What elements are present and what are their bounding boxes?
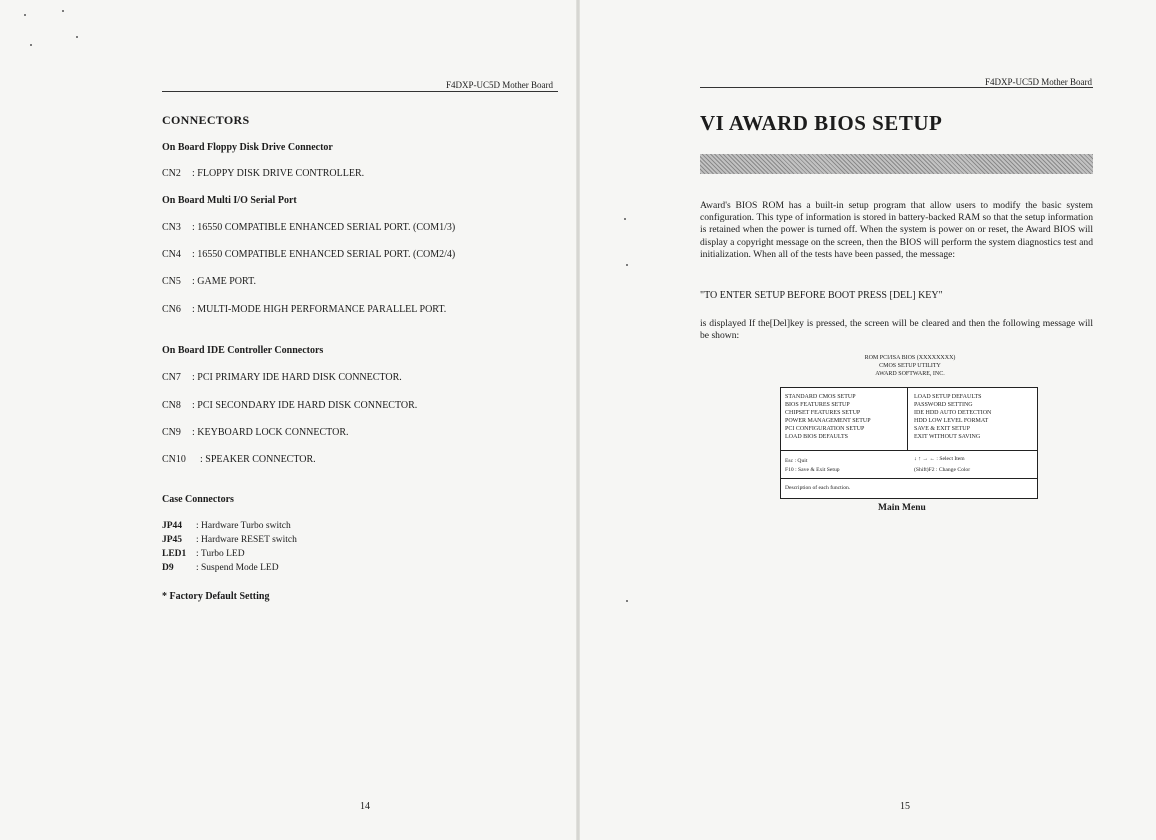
- bios-menu-item: BIOS FEATURES SETUP: [785, 402, 850, 408]
- scan-speck: [30, 44, 32, 46]
- case-jp45: JP45 : Hardware RESET switch: [162, 535, 297, 545]
- connector-desc: FLOPPY DISK DRIVE CONTROLLER.: [197, 168, 365, 179]
- footnote: * Factory Default Setting: [162, 591, 270, 602]
- connector-desc: KEYBOARD LOCK CONNECTOR.: [197, 427, 349, 438]
- case-label: LED1: [162, 549, 187, 559]
- connector-label: CN2: [162, 168, 181, 179]
- case-desc: Hardware Turbo switch: [201, 521, 291, 531]
- section-title: CONNECTORS: [162, 113, 250, 127]
- connector-label: CN7: [162, 372, 181, 383]
- follow-paragraph: is displayed If the[Del]key is pressed, the screen will be cleared and then the following message will be shown:: [700, 318, 1093, 342]
- bios-menu-item: POWER MANAGEMENT SETUP: [785, 418, 871, 424]
- scan-speck: [626, 600, 628, 602]
- case-label: D9: [162, 563, 174, 573]
- case-d9: D9 : Suspend Mode LED: [162, 563, 279, 573]
- connector-label: CN3: [162, 222, 181, 233]
- title-hatch-bar: [700, 154, 1093, 174]
- bios-menu-item: STANDARD CMOS SETUP: [785, 394, 856, 400]
- scan-speck: [626, 264, 628, 266]
- connector-label: CN4: [162, 249, 181, 260]
- connector-cn3: CN3 : 16550 COMPATIBLE ENHANCED SERIAL PORT. (COM1/3): [162, 222, 456, 233]
- case-heading: Case Connectors: [162, 494, 234, 505]
- boot-message: "TO ENTER SETUP BEFORE BOOT PRESS [DEL] KEY": [700, 290, 943, 301]
- bios-key-save: F10 : Save & Exit Setup: [785, 467, 840, 473]
- scan-speck: [76, 36, 78, 38]
- bios-rule-2: [781, 478, 1037, 479]
- left-header-rule: [162, 91, 558, 92]
- intro-paragraph: Award's BIOS ROM has a built-in setup program that allow users to modify the basic system configuration. This type of information is stored in battery-backed RAM so that the setup information is retained when the power is turned off. When the system is power on or reset, the Award BIOS will display a copyright message on the screen, then the BIOS will perform the system diagnostics test and initialization. When all of the tests have been passed, the message:: [700, 200, 1093, 260]
- bios-menu-item: IDE HDD AUTO DETECTION: [914, 410, 992, 416]
- connector-desc: SPEAKER CONNECTOR.: [205, 454, 316, 465]
- connector-desc: 16550 COMPATIBLE ENHANCED SERIAL PORT. (COM2/4): [197, 249, 456, 260]
- serial-heading: On Board Multi I/O Serial Port: [162, 195, 297, 206]
- bios-menu-item: LOAD BIOS DEFAULTS: [785, 434, 849, 440]
- chapter-title: VI AWARD BIOS SETUP: [700, 111, 943, 135]
- right-header-rule: [700, 87, 1093, 88]
- case-desc: Hardware RESET switch: [201, 535, 297, 545]
- bios-left-menu: [785, 393, 871, 441]
- connector-cn2: CN2 : FLOPPY DISK DRIVE CONTROLLER.: [162, 168, 365, 179]
- connector-cn5: CN5 : GAME PORT.: [162, 276, 256, 287]
- ide-heading: On Board IDE Controller Connectors: [162, 345, 324, 356]
- connector-cn8: CN8 : PCI SECONDARY IDE HARD DISK CONNECTOR.: [162, 400, 418, 411]
- bios-menu-item: LOAD SETUP DEFAULTS: [914, 394, 982, 400]
- bios-header-line: ROM PCI/ISA BIOS (XXXXXXXX): [864, 355, 956, 361]
- right-header: F4DXP-UC5D Mother Board: [985, 77, 1092, 87]
- connector-cn6: CN6 : MULTI-MODE HIGH PERFORMANCE PARALLEL PORT.: [162, 304, 447, 315]
- bios-header-line: AWARD SOFTWARE, INC.: [875, 371, 945, 377]
- bios-header-line: CMOS SETUP UTILITY: [879, 363, 941, 369]
- floppy-heading: On Board Floppy Disk Drive Connector: [162, 142, 333, 153]
- bios-key-select: ↓ ↑ → ← : Select Item: [914, 456, 965, 462]
- bios-menu-item: SAVE & EXIT SETUP: [914, 426, 970, 432]
- connector-cn10: CN10 : SPEAKER CONNECTOR.: [162, 454, 316, 465]
- case-desc: Turbo LED: [200, 549, 245, 559]
- bios-right-menu: [914, 393, 991, 441]
- connector-label: CN5: [162, 276, 181, 287]
- case-jp44: JP44 : Hardware Turbo switch: [162, 521, 291, 531]
- bios-menu-item: PCI CONFIGURATION SETUP: [785, 426, 865, 432]
- bios-description: Description of each function.: [785, 485, 851, 491]
- connector-desc: MULTI-MODE HIGH PERFORMANCE PARALLEL PORT.: [197, 304, 447, 315]
- connector-cn4: CN4 : 16550 COMPATIBLE ENHANCED SERIAL PORT. (COM2/4): [162, 249, 456, 260]
- page-number-right: 15: [900, 801, 910, 812]
- connector-label: CN10: [162, 454, 186, 465]
- scan-speck: [24, 14, 26, 16]
- case-label: JP44: [162, 521, 183, 531]
- bios-menu-item: EXIT WITHOUT SAVING: [914, 434, 981, 440]
- bios-menu-item: PASSWORD SETTING: [914, 402, 973, 408]
- connector-desc: PCI PRIMARY IDE HARD DISK CONNECTOR.: [197, 372, 402, 383]
- scan-speck: [624, 218, 626, 220]
- connector-desc: PCI SECONDARY IDE HARD DISK CONNECTOR.: [197, 400, 418, 411]
- connector-label: CN8: [162, 400, 181, 411]
- bios-main-menu-screen: [780, 387, 1038, 499]
- scan-speck: [62, 10, 64, 12]
- bios-menu-item: HDD LOW LEVEL FORMAT: [914, 418, 989, 424]
- connector-cn7: CN7 : PCI PRIMARY IDE HARD DISK CONNECTOR.: [162, 372, 402, 383]
- left-header: F4DXP-UC5D Mother Board: [446, 80, 553, 90]
- bios-header: [800, 354, 1020, 378]
- page-number-left: 14: [360, 801, 370, 812]
- case-desc: Suspend Mode LED: [201, 563, 279, 573]
- bios-menu-item: CHIPSET FEATURES SETUP: [785, 410, 861, 416]
- bios-column-divider: [907, 388, 908, 450]
- connector-label: CN6: [162, 304, 181, 315]
- connector-label: CN9: [162, 427, 181, 438]
- bios-key-color: (Shift)F2 : Change Color: [914, 467, 971, 473]
- page-fold: [576, 0, 580, 840]
- bios-key-quit: Esc : Quit: [785, 458, 808, 464]
- case-led1: LED1 : Turbo LED: [162, 549, 245, 559]
- bios-rule-1: [781, 450, 1037, 451]
- connector-cn9: CN9 : KEYBOARD LOCK CONNECTOR.: [162, 427, 349, 438]
- connector-desc: 16550 COMPATIBLE ENHANCED SERIAL PORT. (COM1/3): [197, 222, 456, 233]
- figure-caption: Main Menu: [878, 503, 926, 513]
- case-label: JP45: [162, 535, 183, 545]
- connector-desc: GAME PORT.: [197, 276, 256, 287]
